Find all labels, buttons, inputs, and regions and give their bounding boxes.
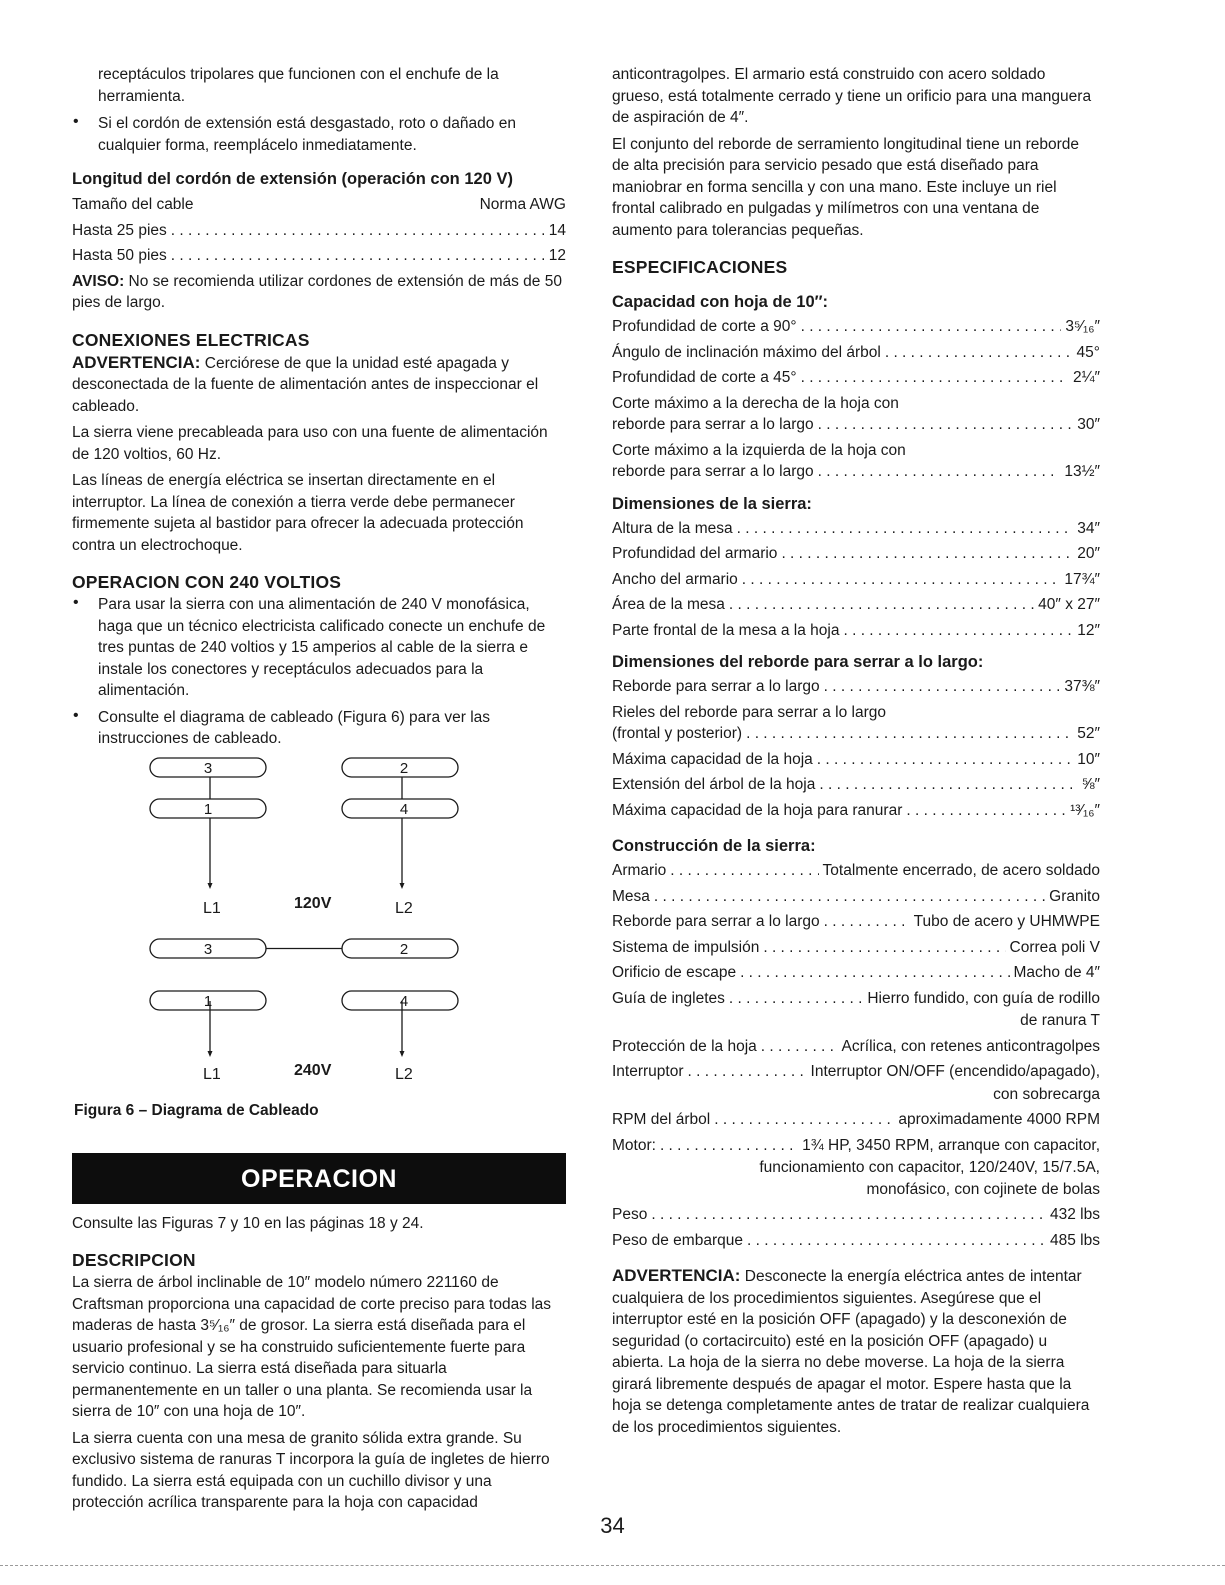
spec-row	[612, 1109, 1100, 1131]
dot-leader	[737, 518, 1074, 540]
spec-value: 45°	[1076, 343, 1100, 361]
bullet-text: Si el cordón de extensión está desgastado, roto o dañado en cualquier forma, reemplácelo inmediatamente.	[98, 115, 516, 154]
spec-row	[612, 1204, 1100, 1226]
cord-row-label: Hasta 50 pies	[72, 247, 167, 264]
spec-value: Correa poli V	[1009, 938, 1100, 956]
spec-value: 30″	[1077, 416, 1100, 433]
spec-value: 34″	[1077, 519, 1100, 537]
spec-label: Guía de ingletes	[612, 989, 725, 1007]
dot-leader	[729, 594, 1034, 616]
spec-value-continuation: de ranura T	[1020, 1012, 1100, 1029]
spec-row	[612, 911, 1100, 933]
dot-leader	[801, 367, 1069, 389]
spec-value: 20″	[1077, 545, 1100, 562]
dot-leader	[763, 937, 1005, 959]
spec-label: Máxima capacidad de la hoja	[612, 750, 813, 768]
spec-value: ⅝″	[1081, 776, 1100, 793]
spec-label: Ancho del armario	[612, 570, 738, 588]
warning-paragraph-disconnect	[612, 1265, 1100, 1438]
cord-table-header-row	[72, 194, 566, 216]
warning-text: Desconecte la energía eléctrica antes de intentar cualquiera de los procedimientos siguientes. Asegúrese que el interruptor esté en la posición OFF (apagado) y la desconexión de seguridad (o cortacircuito) esté en la posición OFF (apagado) u abierta. La hoja de la sierra no debe moverse. La hoja de la sierra girará libremente después de apagar el motor. Espere hasta que la hoja se detenga completamente antes de tratar de realizar cualquiera de los procedimientos siguientes.	[612, 1268, 1090, 1436]
terminal-label: 4	[399, 800, 409, 818]
spec-heading-reborde: Dimensiones del reborde para serrar a lo largo:	[612, 653, 984, 671]
spec-value: ¹³⁄₁₆″	[1070, 801, 1100, 819]
spec-value: 52″	[1077, 725, 1100, 742]
spec-value: Granito	[1049, 887, 1100, 905]
spec-value: Macho de 4″	[1013, 964, 1100, 981]
bullet-item-cord-damage	[72, 113, 566, 156]
bullet-icon: •	[73, 113, 79, 130]
dot-leader	[906, 800, 1066, 822]
spec-label-line: Corte máximo a la izquierda de la hoja con	[612, 441, 906, 459]
warning-paragraph	[72, 352, 566, 418]
cord-row-label: Hasta 25 pies	[72, 221, 167, 239]
spec-heading-dimensiones: Dimensiones de la sierra:	[612, 494, 812, 513]
spec-label: reborde para serrar a lo largo	[612, 416, 814, 433]
voltage-label-240v: 240V	[294, 1061, 332, 1079]
bullet-text: Para usar la sierra con una alimentación de 240 V monofásica, haga que un técnico electricista calificado conecte un enchufe de tres puntas de 240 voltios y 15 amperios al cable de la sierra e instale los conectores y receptáculos adecuados para la alimentación.	[98, 596, 546, 699]
paragraph-power-lines: Las líneas de energía eléctrica se insertan directamente en el interruptor. La línea de conexión a tierra verde debe permanecer firmemente sujeta al bastidor para ofrecer la adecuada protección contra un electrochoque.	[72, 472, 524, 554]
spec-value: 432 lbs	[1050, 1206, 1100, 1223]
paragraph-consulte: Consulte las Figuras 7 y 10 en las páginas 18 y 24.	[72, 1214, 424, 1232]
spec-value: Totalmente encerrado, de acero soldado	[822, 862, 1100, 879]
spec-value: 37⅜″	[1064, 678, 1100, 695]
spec-value: 1¾ HP, 3450 RPM, arranque con capacitor,	[802, 1136, 1100, 1154]
spec-label-line: Rieles del reborde para serrar a lo largo	[612, 703, 886, 721]
section-heading-descripcion: DESCRIPCION	[72, 1250, 196, 1270]
spec-value-continuation: funcionamiento con capacitor, 120/240V, 15/7.5A,	[759, 1159, 1100, 1176]
paragraph-fence: El conjunto del reborde de serramiento longitudinal tiene un reborde de alta precisión para servicio pesado que está diseñado para maniobrar en forma sencilla y con una mano. Este incluye un riel frontal calibrado en pulgadas y milímetros con una ventana de aumento para tolerancias pequeñas.	[612, 135, 1080, 239]
spec-label-line: Corte máximo a la derecha de la hoja con	[612, 394, 899, 412]
right-column	[612, 64, 1100, 1438]
diagram-240v	[150, 939, 458, 1083]
spec-value-continuation: con sobrecarga	[993, 1085, 1100, 1103]
arrow-down-icon	[208, 1051, 213, 1057]
spec-row	[612, 886, 1100, 908]
spec-value: 485 lbs	[1050, 1231, 1100, 1249]
paragraph-description-2: La sierra cuenta con una mesa de granito sólida extra grande. Su exclusivo sistema de ranuras T incorpora la guía de ingletes de hierro fundido. La sierra está equipada con un cuchillo divisor y una protección acrílica transparente para la hoja con capacidad	[72, 1429, 550, 1511]
warning-text: Cerciórese de que la unidad esté apagada y desconectada de la fuente de alimentación antes de inspeccionar el cableado.	[72, 354, 539, 415]
cord-table-col-awg: Norma AWG	[479, 196, 566, 213]
spec-label: Área de la mesa	[612, 596, 725, 613]
dot-leader	[171, 245, 545, 267]
paragraph-description-1: La sierra de árbol inclinable de 10″ modelo número 221160 de Craftsman proporciona una capacidad de corte preciso para todas las maderas de hasta 3⁵⁄₁₆″ de grosor. La sierra está diseñada para el usuario profesional y se ha construido suficientemente fuerte para servicio continuo. La sierra está diseñada para situarla permanentemente en un taller o una planta. Se recomienda usar la sierra de 10″ con una hoja de 10″.	[72, 1274, 552, 1420]
dot-leader	[654, 886, 1045, 908]
spec-row	[612, 1036, 1100, 1058]
spec-label: Ángulo de inclinación máximo del árbol	[612, 343, 881, 361]
dot-leader	[740, 962, 1009, 984]
warning-lead: ADVERTENCIA:	[612, 1266, 741, 1285]
paragraph-prewired: La sierra viene precableada para uso con una fuente de alimentación de 120 voltios, 60 Hz.	[72, 424, 548, 463]
spec-value: aproximadamente 4000 RPM	[898, 1111, 1100, 1128]
dot-leader	[818, 461, 1061, 483]
spec-row	[612, 676, 1100, 698]
bullet-icon: •	[73, 594, 79, 611]
section-heading-240v: OPERACION CON 240 VOLTIOS	[72, 572, 342, 592]
dot-leader	[824, 676, 1061, 698]
dot-leader	[660, 1135, 798, 1157]
spec-row	[612, 461, 1100, 483]
spec-heading-construccion: Construcción de la sierra:	[612, 837, 816, 855]
line-label-l1: L1	[203, 899, 221, 917]
dot-leader	[651, 1204, 1046, 1226]
spec-row	[612, 316, 1100, 338]
line-label-l2: L2	[395, 899, 413, 917]
dot-leader	[818, 414, 1074, 436]
section-heading-conexiones: CONEXIONES ELECTRICAS	[72, 329, 310, 350]
spec-value: 13½″	[1064, 463, 1100, 480]
dot-leader	[761, 1036, 838, 1058]
spec-label: Mesa	[612, 887, 650, 905]
wiring-diagram-figure	[72, 755, 566, 1100]
spec-label: Interruptor	[612, 1063, 684, 1080]
spec-label: Profundidad del armario	[612, 545, 778, 562]
spec-label: Motor:	[612, 1136, 656, 1154]
figure-caption: Figura 6 – Diagrama de Cableado	[74, 1101, 319, 1119]
paragraph-cabinet: anticontragolpes. El armario está construido con acero soldado grueso, está totalmente cerrado y tiene un orificio para una manguera de aspiración de 4″.	[612, 66, 1092, 126]
spec-label: Altura de la mesa	[612, 519, 733, 537]
terminal-label: 3	[203, 759, 213, 777]
dot-leader	[781, 543, 1073, 565]
spec-value: Interruptor ON/OFF (encendido/apagado),	[810, 1063, 1100, 1080]
spec-heading-capacidad: Capacidad con hoja de 10″:	[612, 293, 829, 311]
terminal-label: 2	[399, 759, 409, 777]
dot-leader	[171, 220, 545, 242]
spec-row	[612, 1135, 1100, 1157]
spec-value: 40″ x 27″	[1038, 596, 1100, 613]
aviso-lead: AVISO:	[72, 272, 125, 290]
spec-row	[612, 1061, 1100, 1083]
diagram-120v	[150, 758, 458, 917]
cord-table-row	[72, 245, 566, 267]
terminal-label: 3	[203, 940, 213, 958]
dot-leader	[746, 723, 1073, 745]
section-banner-operacion: OPERACION	[72, 1153, 566, 1204]
cord-table-col-size: Tamaño del cable	[72, 196, 194, 213]
cord-table-heading: Longitud del cordón de extensión (operación con 120 V)	[72, 170, 513, 188]
spec-label: (frontal y posterior)	[612, 725, 743, 742]
bullet-continuation: receptáculos tripolares que funcionen con el enchufe de la herramienta.	[98, 66, 499, 105]
terminal-label: 4	[399, 992, 409, 1010]
spec-label: Reborde para serrar a lo largo	[612, 678, 820, 695]
spec-row	[612, 620, 1100, 642]
spec-label: Extensión del árbol de la hoja	[612, 776, 816, 793]
terminal-label: 1	[203, 800, 213, 818]
spec-row	[612, 860, 1100, 882]
spec-value-continuation: monofásico, con cojinete de bolas	[866, 1180, 1100, 1198]
dot-leader	[729, 988, 863, 1010]
spec-row	[612, 367, 1100, 389]
cord-row-value: 14	[548, 221, 566, 239]
line-label-l2: L2	[395, 1065, 413, 1083]
spec-row	[612, 569, 1100, 591]
dot-leader	[714, 1109, 894, 1131]
spec-label: Sistema de impulsión	[612, 938, 760, 956]
spec-label: Protección de la hoja	[612, 1037, 757, 1055]
bullet-item-240v-wiring	[72, 594, 566, 702]
spec-row	[612, 774, 1100, 796]
spec-value: 3⁵⁄₁₆″	[1065, 318, 1100, 335]
spec-row	[612, 962, 1100, 984]
spec-row	[612, 988, 1100, 1010]
aviso-note	[72, 271, 566, 314]
spec-row	[612, 543, 1100, 565]
dot-leader	[801, 316, 1062, 338]
spec-value: Hierro fundido, con guía de rodillo	[867, 989, 1100, 1007]
spec-label: Peso	[612, 1206, 648, 1223]
spec-label: Profundidad de corte a 45°	[612, 369, 797, 386]
page-number: 34	[600, 1513, 625, 1538]
spec-row	[612, 594, 1100, 616]
spec-label: Profundidad de corte a 90°	[612, 318, 797, 335]
scan-edge-rule	[0, 1565, 1225, 1566]
spec-row	[612, 800, 1100, 822]
arrow-down-icon	[400, 883, 405, 889]
spec-label: Armario	[612, 862, 667, 879]
bullet-item-see-diagram	[72, 707, 566, 750]
spec-label: Peso de embarque	[612, 1231, 743, 1249]
dot-leader	[819, 774, 1077, 796]
spec-row	[612, 1230, 1100, 1252]
bullet-icon: •	[73, 706, 79, 724]
spec-label: Parte frontal de la mesa a la hoja	[612, 621, 840, 639]
left-column	[72, 64, 566, 1514]
voltage-label-120v: 120V	[294, 894, 332, 912]
spec-row	[612, 937, 1100, 959]
aviso-text: No se recomienda utilizar cordones de extensión de más de 50 pies de largo.	[72, 272, 562, 311]
spec-value: 12″	[1077, 621, 1100, 639]
spec-value: Acrílica, con retenes anticontragolpes	[841, 1037, 1100, 1055]
spec-value: 17¾″	[1064, 570, 1100, 588]
spec-label: Máxima capacidad de la hoja para ranurar	[612, 801, 903, 819]
dot-leader	[742, 569, 1061, 591]
dot-leader	[885, 342, 1073, 364]
spec-value: Tubo de acero y UHMWPE	[913, 913, 1100, 930]
dot-leader	[843, 620, 1073, 642]
spec-label: RPM del árbol	[612, 1111, 711, 1128]
terminal-label: 1	[203, 992, 213, 1010]
wiring-diagram	[72, 755, 566, 1100]
line-label-l1: L1	[203, 1065, 221, 1083]
arrow-down-icon	[208, 883, 213, 889]
arrow-down-icon	[400, 1051, 405, 1057]
dot-leader	[670, 860, 818, 882]
spec-label: Orificio de escape	[612, 964, 737, 981]
spec-value: 2¼″	[1072, 369, 1100, 386]
dot-leader	[817, 749, 1074, 771]
cord-table-row	[72, 220, 566, 242]
spec-row	[612, 414, 1100, 436]
spec-value: 10″	[1077, 750, 1100, 768]
warning-lead: ADVERTENCIA:	[72, 352, 201, 372]
spec-row	[612, 723, 1100, 745]
spec-label: Reborde para serrar a lo largo	[612, 913, 820, 930]
dot-leader	[747, 1230, 1046, 1252]
bullet-text: Consulte el diagrama de cableado (Figura 6) para ver las instrucciones de cableado.	[98, 708, 491, 747]
spec-row	[612, 749, 1100, 771]
cord-row-value: 12	[548, 247, 566, 264]
spec-row	[612, 342, 1100, 364]
dot-leader	[824, 911, 910, 933]
spec-row	[612, 518, 1100, 540]
spec-label: reborde para serrar a lo largo	[612, 463, 814, 480]
dot-leader	[688, 1061, 807, 1083]
terminal-label: 2	[399, 940, 409, 958]
section-heading-especificaciones: ESPECIFICACIONES	[612, 257, 788, 277]
